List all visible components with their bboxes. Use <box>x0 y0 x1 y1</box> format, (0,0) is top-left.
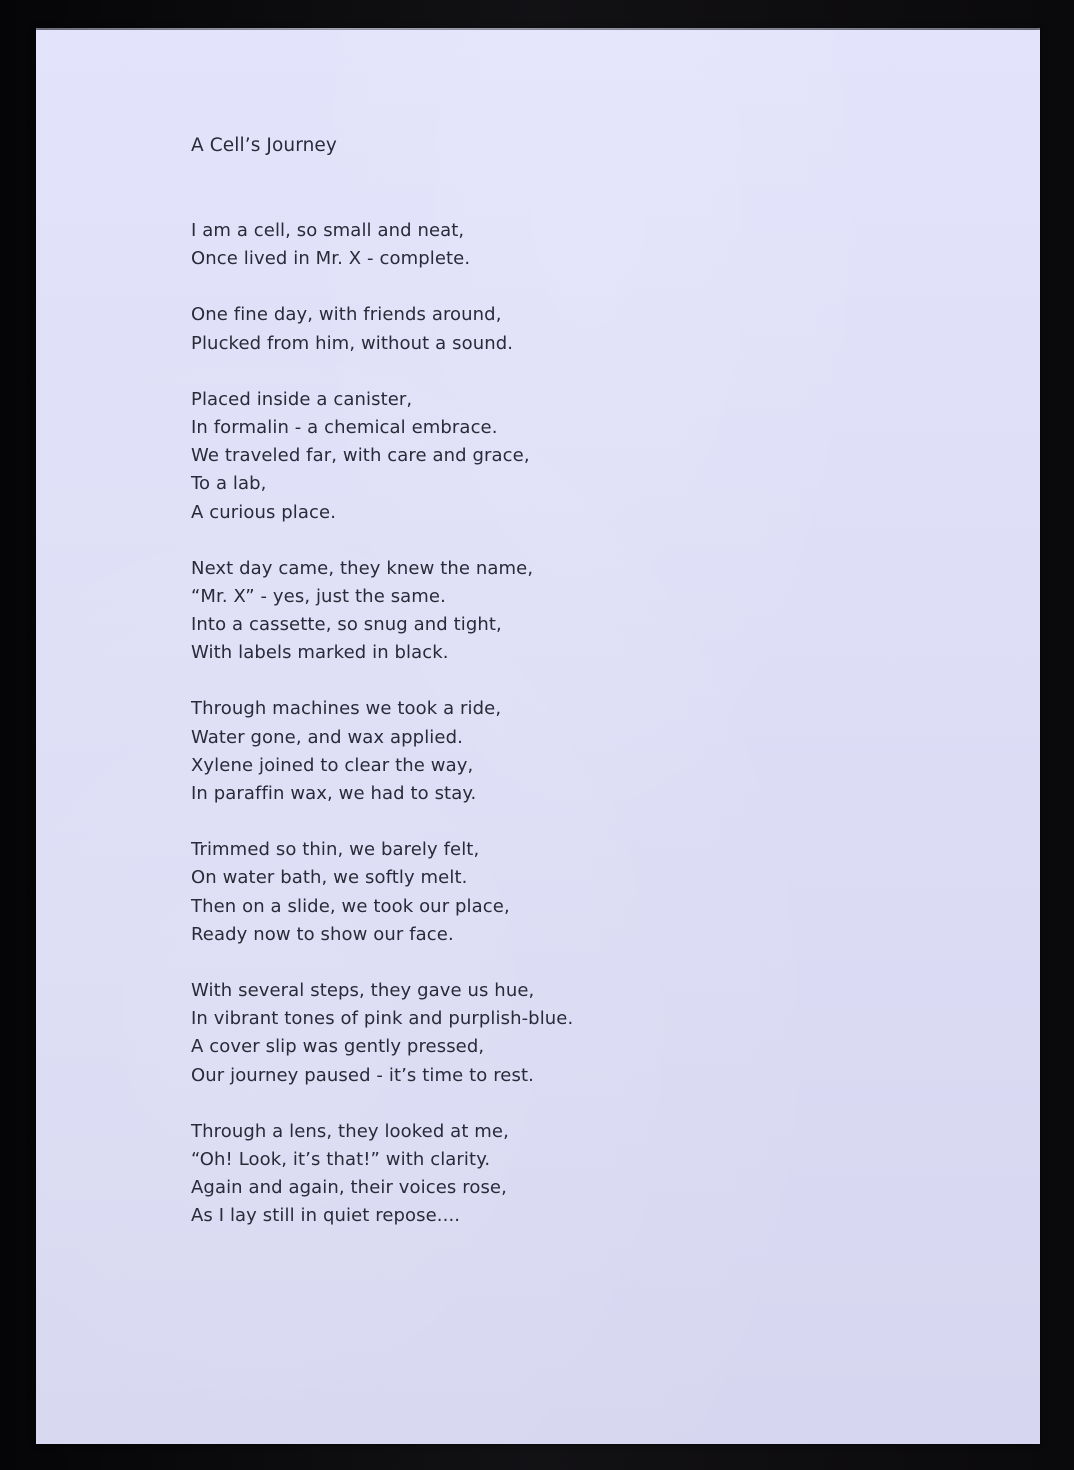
stanza-4 <box>191 555 891 668</box>
poem-line: Ready now to show our face. <box>191 923 454 945</box>
poem-line: Water gone, and wax applied. <box>191 726 463 748</box>
poem-line: In formalin - a chemical embrace. <box>191 416 498 438</box>
poem-line: Into a cassette, so snug and tight, <box>191 614 502 636</box>
stanza-7 <box>191 977 891 1090</box>
poem-line: Plucked from him, without a sound. <box>191 332 514 354</box>
poem-line: In vibrant tones of pink and purplish-blue. <box>191 1008 574 1030</box>
poem-line: We traveled far, with care and grace, <box>191 445 530 467</box>
stanza-1 <box>191 217 891 273</box>
poem-line: I am a cell, so small and neat, <box>191 220 465 241</box>
poem-line: “Mr. X” - yes, just the same. <box>191 585 446 607</box>
poem-body <box>191 217 891 1230</box>
poem-line: To a lab, <box>191 473 267 495</box>
stanza-3 <box>191 386 891 527</box>
poem-line: Xylene joined to clear the way, <box>191 754 474 776</box>
stanza-6 <box>191 836 891 949</box>
paper-sheet <box>36 30 1040 1444</box>
poem-line: A cover slip was gently pressed, <box>191 1036 485 1058</box>
poem-line: Then on a slide, we took our place, <box>191 895 510 917</box>
stanza-2 <box>191 301 891 357</box>
poem-line: Again and again, their voices rose, <box>191 1177 507 1199</box>
poem-line: Through machines we took a ride, <box>191 698 502 720</box>
poem-line: Our journey paused - it’s time to rest. <box>191 1064 534 1086</box>
stanza-5 <box>191 695 891 808</box>
poem-line: Through a lens, they looked at me, <box>191 1120 509 1142</box>
poem-title: A Cell’s Journey <box>191 135 337 156</box>
poem-line: With several steps, they gave us hue, <box>191 979 535 1001</box>
stanza-8 <box>191 1118 891 1231</box>
poem-line: “Oh! Look, it’s that!” with clarity. <box>191 1148 491 1170</box>
poem-line: Trimmed so thin, we barely felt, <box>191 839 480 861</box>
poem-line: A curious place. <box>191 501 337 523</box>
poem-line: In paraffin wax, we had to stay. <box>191 783 477 804</box>
poem-line: Placed inside a canister, <box>191 388 413 410</box>
poem-line: On water bath, we softly melt. <box>191 867 468 889</box>
poem-line: One fine day, with friends around, <box>191 304 502 326</box>
poem-line: Next day came, they knew the name, <box>191 557 534 579</box>
poem <box>191 132 891 1258</box>
poem-line: With labels marked in black. <box>191 642 449 664</box>
poem-line: Once lived in Mr. X - complete. <box>191 248 471 270</box>
poem-line: As I lay still in quiet repose.... <box>191 1205 461 1227</box>
